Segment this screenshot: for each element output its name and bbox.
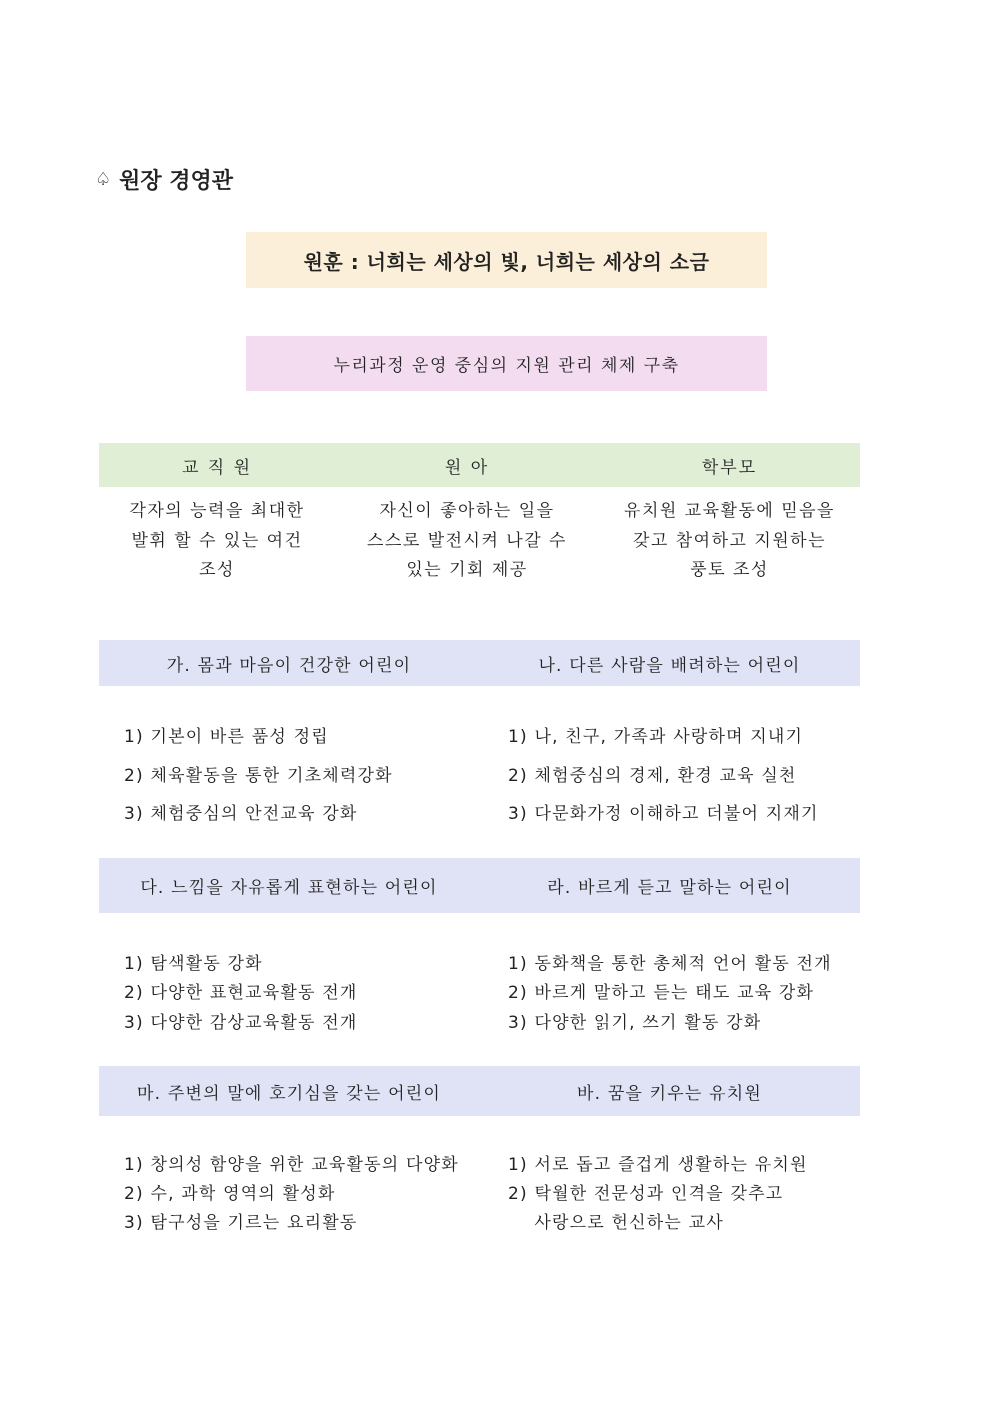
motto-box bbox=[246, 232, 767, 288]
description-line: 발휘 할 수 있는 여건 bbox=[131, 530, 303, 551]
list-item: 1) 탐색활동 강화 bbox=[124, 954, 263, 974]
list-item: 1) 동화책을 통한 총체적 언어 활동 전개 bbox=[508, 954, 832, 974]
list-item: 3) 다양한 읽기, 쓰기 활동 강화 bbox=[508, 1013, 762, 1033]
goal-bar-3 bbox=[99, 1066, 860, 1116]
goal-title: 다. 느낌을 자유롭게 표현하는 어린이 bbox=[140, 878, 438, 898]
group-header-staff: 교 직 원 bbox=[181, 457, 253, 478]
list-item: 2) 수, 과학 영역의 활성화 bbox=[124, 1184, 336, 1204]
goal-bar-1 bbox=[99, 640, 860, 686]
motto-text: 원훈 : 너희는 세상의 빛, 너희는 세상의 소금 bbox=[303, 249, 710, 274]
description-line: 자신이 좋아하는 일을 bbox=[379, 501, 555, 521]
page-title: 원장 경영관 bbox=[119, 169, 234, 194]
list-item: 2) 체험중심의 경제, 환경 교육 실천 bbox=[508, 766, 797, 786]
list-item: 사랑으로 헌신하는 교사 bbox=[508, 1213, 724, 1233]
description-line: 유치원 교육활동에 믿음을 bbox=[624, 501, 835, 521]
list-item: 2) 바르게 말하고 듣는 태도 교육 강화 bbox=[508, 983, 815, 1003]
groups-descriptions bbox=[99, 497, 860, 586]
list-item: 3) 탐구성을 기르는 요리활동 bbox=[124, 1213, 358, 1233]
description-line: 있는 기회 제공 bbox=[406, 560, 528, 580]
description-line: 조성 bbox=[199, 560, 235, 580]
goal-title: 라. 바르게 듣고 말하는 어린이 bbox=[547, 878, 792, 898]
list-item: 2) 다양한 표현교육활동 전개 bbox=[124, 983, 358, 1003]
list-item: 2) 체육활동을 통한 기초체력강화 bbox=[124, 766, 393, 786]
list-item: 2) 탁월한 전문성과 인격을 갖추고 bbox=[508, 1184, 784, 1204]
group-description-children bbox=[335, 497, 599, 586]
spade-outline-icon: ♤ bbox=[95, 169, 112, 190]
list-item: 3) 다양한 감상교육활동 전개 bbox=[124, 1013, 358, 1033]
goal-title: 나. 다른 사람을 배려하는 어린이 bbox=[538, 655, 801, 676]
vision-box bbox=[246, 336, 767, 391]
group-header-children: 원 아 bbox=[444, 457, 490, 478]
group-description-staff bbox=[99, 497, 335, 586]
list-item: 3) 다문화가정 이해하고 더불어 지재기 bbox=[508, 804, 819, 824]
group-description-parents bbox=[599, 497, 860, 586]
group-header-parents: 학부모 bbox=[701, 457, 758, 478]
groups-header bbox=[99, 443, 860, 487]
list-item: 1) 나, 친구, 가족과 사랑하며 지내기 bbox=[508, 727, 804, 747]
goal-title: 가. 몸과 마음이 건강한 어린이 bbox=[166, 655, 412, 676]
goal-title: 마. 주변의 말에 호기심을 갖는 어린이 bbox=[137, 1083, 441, 1104]
description-line: 풍토 조성 bbox=[690, 560, 769, 580]
description-line: 갖고 참여하고 지원하는 bbox=[632, 530, 827, 551]
page-heading bbox=[95, 164, 233, 195]
goal-bar-2 bbox=[99, 858, 860, 913]
list-item: 1) 창의성 함양을 위한 교육활동의 다양화 bbox=[124, 1155, 459, 1175]
vision-text: 누리과정 운영 중심의 지원 관리 체제 구축 bbox=[333, 356, 680, 376]
description-line: 각자의 능력을 최대한 bbox=[129, 501, 305, 521]
list-item: 1) 기본이 바른 품성 정립 bbox=[124, 727, 329, 747]
description-line: 스스로 발전시켜 나갈 수 bbox=[367, 530, 567, 551]
list-item: 3) 체험중심의 안전교육 강화 bbox=[124, 804, 358, 824]
list-item: 1) 서로 돕고 즐겁게 생활하는 유치원 bbox=[508, 1155, 808, 1175]
goal-title: 바. 꿈을 키우는 유치원 bbox=[576, 1083, 762, 1104]
